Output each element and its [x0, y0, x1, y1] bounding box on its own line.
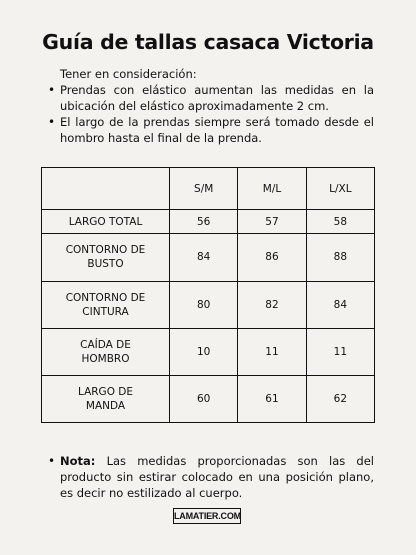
- table-cell: 11: [238, 328, 306, 375]
- note-paragraph: [48, 453, 374, 501]
- table-cell: 10: [170, 328, 238, 375]
- table-cell: 84: [170, 234, 238, 281]
- table-cell: 82: [238, 281, 306, 328]
- brand-logo: LAMATIER.COM: [173, 508, 241, 524]
- row-label: LARGO TOTAL: [42, 210, 170, 234]
- row-label: CONTORNO DE BUSTO: [42, 234, 170, 281]
- table-cell: 57: [238, 210, 306, 234]
- row-label: LARGO DE MANDA: [42, 375, 170, 422]
- consideration-item: • El largo de la prendas siempre será tomado desde el hombro hasta el final de la prenda.: [48, 114, 374, 146]
- table-row: [42, 234, 375, 281]
- note-label: Nota:: [60, 454, 96, 468]
- table-row: [42, 210, 375, 234]
- table-cell: 61: [238, 375, 306, 422]
- considerations-section: [48, 66, 374, 146]
- table-cell: 62: [306, 375, 374, 422]
- row-label: CONTORNO DE CINTURA: [42, 281, 170, 328]
- consideration-item: • Prendas con elástico aumentan las medidas en la ubicación del elástico aproximadamente 2 cm.: [48, 82, 374, 114]
- table-cell: 60: [170, 375, 238, 422]
- table-row: [42, 281, 375, 328]
- size-table: [41, 167, 375, 423]
- header-cell-empty: [42, 168, 170, 210]
- considerations-list: [48, 82, 374, 146]
- table-row: [42, 375, 375, 422]
- table-row: [42, 328, 375, 375]
- note-text: Las medidas proporcionadas son las del producto sin estirar colocado en una posición plano, es decir no estilizado al cuerpo.: [60, 454, 374, 500]
- table-cell: 58: [306, 210, 374, 234]
- table-cell: 80: [170, 281, 238, 328]
- table-cell: 11: [306, 328, 374, 375]
- table-cell: 86: [238, 234, 306, 281]
- table-cell: 56: [170, 210, 238, 234]
- row-label: CAÍDA DE HOMBRO: [42, 328, 170, 375]
- header-cell-sm: S/M: [170, 168, 238, 210]
- size-table-header-row: [42, 168, 375, 210]
- header-cell-lxl: L/XL: [306, 168, 374, 210]
- table-cell: 84: [306, 281, 374, 328]
- page-title: Guía de tallas casaca Victoria: [42, 30, 374, 54]
- considerations-heading: Tener en consideración:: [60, 67, 197, 81]
- header-cell-ml: M/L: [238, 168, 306, 210]
- table-cell: 88: [306, 234, 374, 281]
